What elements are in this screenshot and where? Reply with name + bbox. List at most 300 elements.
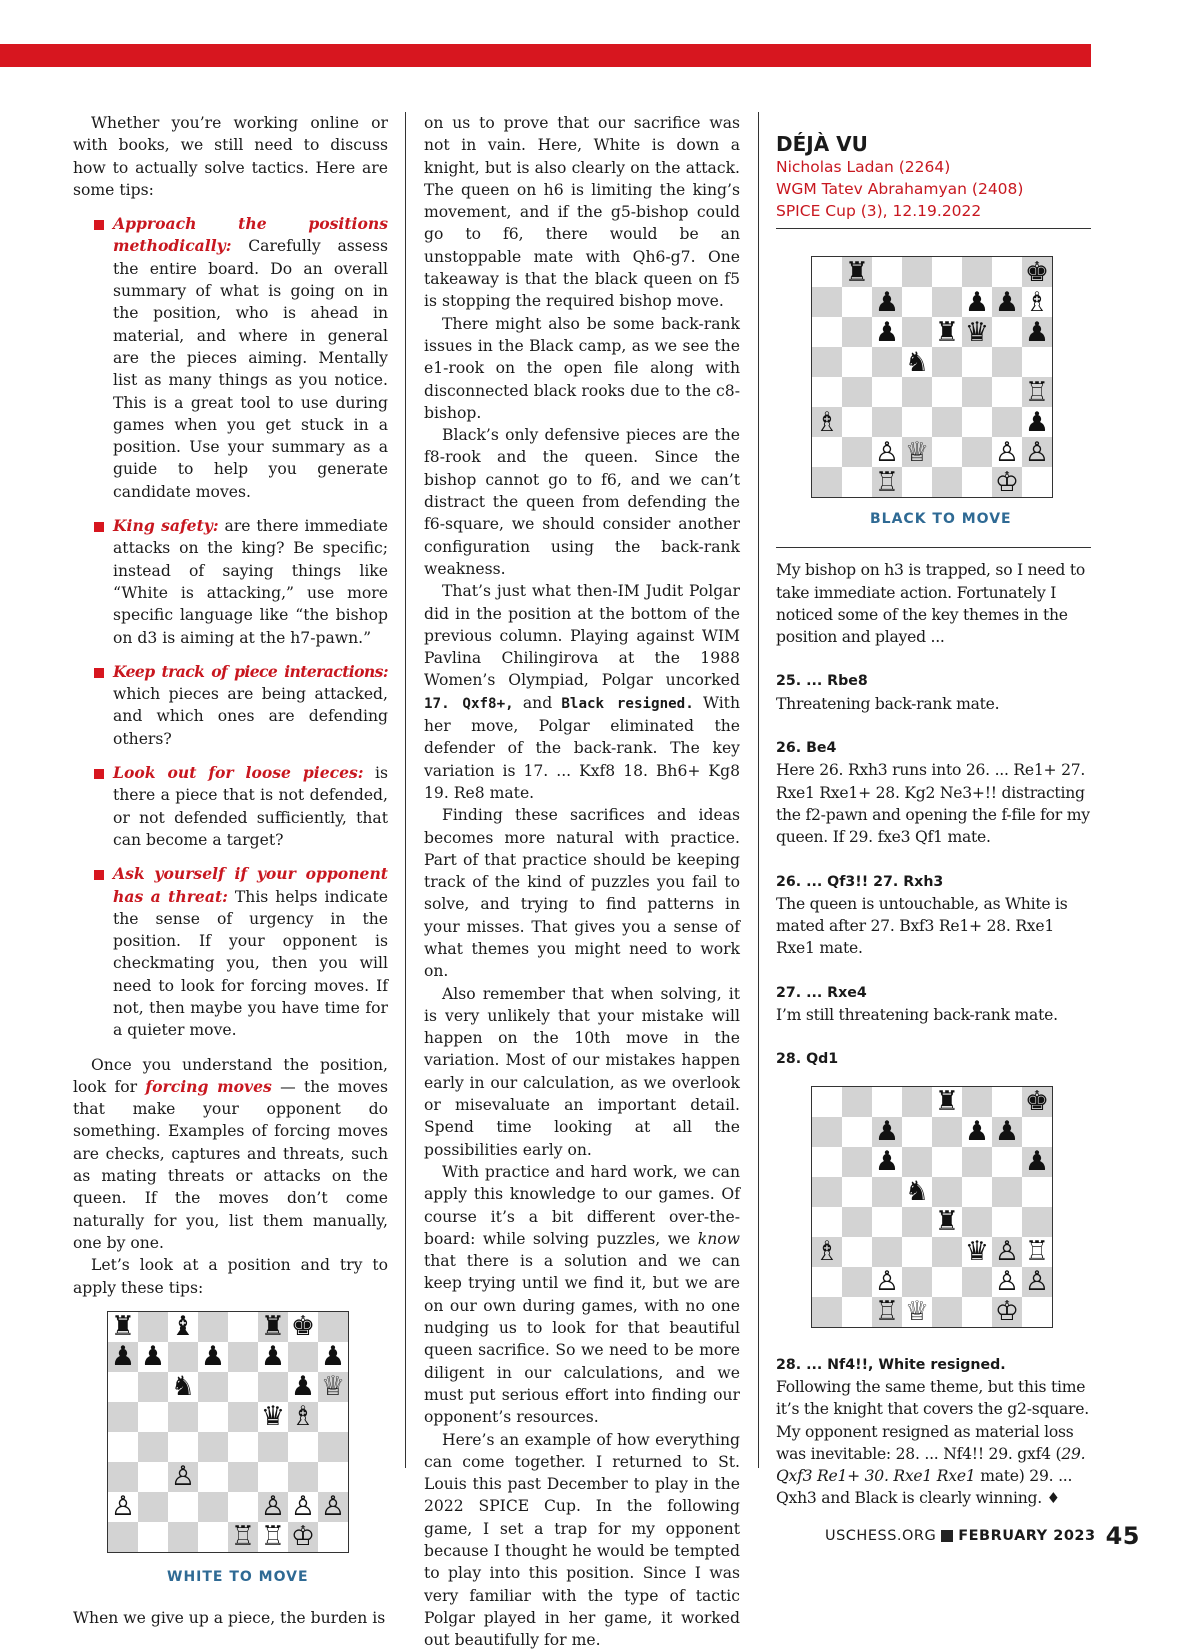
board-square [198, 1432, 228, 1462]
board-square [228, 1342, 258, 1372]
event-info: SPICE Cup (3), 12.19.2022 [776, 202, 982, 220]
board-square [872, 1117, 902, 1147]
column-2 [424, 112, 740, 1651]
board-square [288, 1432, 318, 1462]
board-square [1022, 1177, 1052, 1207]
move-heading: 26. Be4 [776, 740, 837, 757]
board-square [992, 1267, 1022, 1297]
move-heading: 25. ... Rbe8 [776, 673, 868, 690]
board-caption: BLACK TO MOVE [870, 511, 1012, 527]
board-square [842, 407, 872, 437]
white-rook-icon: ♖ [260, 1521, 286, 1553]
board-square [198, 1312, 228, 1342]
board-square [962, 1117, 992, 1147]
board-square [992, 347, 1022, 377]
text-run: and [513, 693, 562, 712]
board-square [842, 1237, 872, 1267]
paragraph: Threatening back-rank mate. [776, 694, 1000, 713]
board-square [842, 257, 872, 287]
board-square [1022, 407, 1052, 437]
board-square [1022, 1267, 1052, 1297]
board-square [932, 287, 962, 317]
white-pawn-icon: ♙ [874, 1266, 900, 1298]
board-square [842, 1177, 872, 1207]
black-pawn-icon: ♟ [1024, 406, 1050, 438]
move-heading: 28. Qd1 [776, 1051, 839, 1068]
board-square [1022, 437, 1052, 467]
white-rook-icon: ♖ [230, 1521, 256, 1553]
text-run: mate) 29. ... Qxh3 and Black is clearly winning. [776, 1467, 1073, 1508]
board-square [318, 1312, 348, 1342]
board-square [318, 1432, 348, 1462]
game-title: DÉJÀ VU [776, 132, 868, 156]
board-square [842, 1297, 872, 1327]
board-square [932, 467, 962, 497]
board-square [138, 1432, 168, 1462]
board-square [318, 1522, 348, 1552]
board-square [812, 467, 842, 497]
board-square [872, 437, 902, 467]
black-queen-icon: ♛ [260, 1401, 286, 1433]
tip-lead: Ask yourself if your opponent has a threat: [113, 864, 388, 906]
text-run: That’s just what then-IM Judit Polgar did in the position at the bottom of the previous column. Playing against WIM Pavlina Chilingirova at the 1988 Women’s Olympiad, Polgar uncorked [424, 582, 740, 690]
list-item [113, 863, 388, 1041]
result-text: Black resigned. [561, 695, 694, 712]
board-square [992, 317, 1022, 347]
board-square [962, 317, 992, 347]
board-square [168, 1342, 198, 1372]
board-square [962, 287, 992, 317]
board-square [932, 1267, 962, 1297]
board-square [812, 257, 842, 287]
black-pawn-icon: ♟ [874, 316, 900, 348]
white-rook-icon: ♖ [874, 1296, 900, 1328]
board-square [228, 1522, 258, 1552]
board-square [932, 1147, 962, 1177]
tip-text: which pieces are being attacked, and which ones are defending others? [113, 685, 388, 748]
tip-lead: King safety: [113, 516, 219, 536]
board-square [138, 1522, 168, 1552]
board-square [168, 1432, 198, 1462]
board-square [992, 257, 1022, 287]
board-square [318, 1492, 348, 1522]
black-rook-icon: ♜ [934, 316, 960, 348]
board-square [872, 287, 902, 317]
board-square [992, 1117, 1022, 1147]
board-square [1022, 287, 1052, 317]
board-square [108, 1492, 138, 1522]
board-square [842, 1267, 872, 1297]
board-square [138, 1372, 168, 1402]
board-square [902, 437, 932, 467]
emphasis: know [697, 1229, 740, 1248]
square-bullet-icon [941, 1530, 953, 1542]
board-square [902, 377, 932, 407]
board-square [932, 437, 962, 467]
board-square [258, 1522, 288, 1552]
board-square [962, 347, 992, 377]
board-square [258, 1372, 288, 1402]
list-item [113, 213, 388, 503]
board-square [108, 1402, 138, 1432]
white-queen-icon: ♕ [320, 1371, 346, 1403]
board-square [258, 1402, 288, 1432]
paragraph: My bishop on h3 is trapped, so I need to take immediate action. Fortunately I noticed some of the key themes in the position and played ... [776, 561, 1085, 647]
board-square [872, 1087, 902, 1117]
black-pawn-icon: ♟ [874, 286, 900, 318]
black-bishop-icon: ♝ [170, 1311, 196, 1343]
board-square [842, 1087, 872, 1117]
board-square [902, 1237, 932, 1267]
column-divider [405, 112, 406, 1468]
board-square [962, 1267, 992, 1297]
white-bishop-icon: ♗ [814, 1236, 840, 1268]
board-square [1022, 257, 1052, 287]
tip-text: is there a piece that is not defended, or not defended sufficiently, that can become a target? [113, 764, 388, 849]
board-square [902, 467, 932, 497]
tip-text: This helps indicate the sense of urgency in the position. If your opponent is checkmating you, then you will need to look for forcing moves. If not, then maybe you have time for a quieter move. [113, 887, 388, 1040]
board-square [288, 1492, 318, 1522]
white-rook-icon: ♖ [1024, 1236, 1050, 1268]
black-pawn-icon: ♟ [964, 286, 990, 318]
black-pawn-icon: ♟ [874, 1146, 900, 1178]
board-square [842, 1207, 872, 1237]
board-square [902, 257, 932, 287]
paragraph: Finding these sacrifices and ideas becomes more natural with practice. Part of that practice should be keeping track of the kind of puzzles you fail to solve, and trying to find patterns in your misses. That gives you a sense of what themes you might need to work on. [424, 806, 740, 981]
board-square [138, 1402, 168, 1432]
board-square [902, 1147, 932, 1177]
black-rook-icon: ♜ [260, 1311, 286, 1343]
board-square [168, 1462, 198, 1492]
board-square [932, 1297, 962, 1327]
board-square [812, 347, 842, 377]
board-square [1022, 377, 1052, 407]
tip-lead: Keep track of piece interactions: [113, 661, 388, 681]
board-square [318, 1372, 348, 1402]
board-square [962, 1147, 992, 1177]
board-square [288, 1372, 318, 1402]
board-square [872, 1147, 902, 1177]
board-square [872, 377, 902, 407]
white-pawn-icon: ♙ [170, 1461, 196, 1493]
board-square [932, 1237, 962, 1267]
board-square [812, 317, 842, 347]
board-square [962, 377, 992, 407]
board-square [258, 1312, 288, 1342]
board-square [932, 407, 962, 437]
board-square [1022, 1237, 1052, 1267]
board-square [812, 1087, 842, 1117]
black-player: WGM Tatev Abrahamyan (2408) [776, 180, 1024, 198]
polgar-paragraph [424, 580, 740, 804]
board-square [288, 1342, 318, 1372]
board-square [258, 1462, 288, 1492]
list-item [113, 661, 388, 750]
board-square [108, 1312, 138, 1342]
board-square [872, 347, 902, 377]
board-square [992, 407, 1022, 437]
intro-paragraph: Whether you’re working online or with books, we still need to discuss how to actually solve tactics. Here are some tips: [73, 114, 388, 199]
board-square [932, 1207, 962, 1237]
board-square [198, 1402, 228, 1432]
board-square [1022, 1087, 1052, 1117]
white-pawn-icon: ♙ [994, 1266, 1020, 1298]
text-run: that there is a solution and we can keep trying until we find it, but we are on our own during games, with no one nudging us to look for that beautiful queen sacrifice. So we need to be more diligent in our calculations, and we must put serious effort into finding our opponent’s resources. [424, 1252, 740, 1427]
board-square [138, 1312, 168, 1342]
board-square [258, 1342, 288, 1372]
board-square [812, 1177, 842, 1207]
paragraph: The queen is untouchable, as White is mated after 27. Bxf3 Re1+ 28. Rxe1 Rxe1 mate. [776, 894, 1068, 958]
board-square [992, 437, 1022, 467]
white-pawn-icon: ♙ [320, 1491, 346, 1523]
paragraph: I’m still threatening back-rank mate. [776, 1006, 1058, 1025]
white-bishop-icon: ♗ [814, 406, 840, 438]
board-square [932, 317, 962, 347]
board-square [318, 1342, 348, 1372]
board-square [932, 347, 962, 377]
board-square [168, 1372, 198, 1402]
board-square [228, 1402, 258, 1432]
board-square [168, 1312, 198, 1342]
black-pawn-icon: ♟ [260, 1341, 286, 1373]
white-pawn-icon: ♙ [110, 1491, 136, 1523]
chess-board-black-to-move [811, 256, 1053, 498]
black-knight-icon: ♞ [904, 346, 930, 378]
text-run: Following the same theme, but this time it’s the knight that covers the g2-square. My opponent resigned as material loss was inevitable: 28. ... Nf4!! 29. gxf4 ( [776, 1377, 1089, 1463]
paragraph: Here’s an example of how everything can come together. I returned to St. Louis this past December to play in the 2022 SPICE Cup. In the following game, I set a trap for my opponent because I thought he would be tempted to play into this position. Since I was very familiar with the type of tactic Polgar played in her game, it worked out beautifully for me. [424, 1430, 740, 1650]
board-square [962, 1177, 992, 1207]
divider [776, 547, 1091, 548]
forcing-moves-term: forcing moves [145, 1076, 272, 1096]
board-square [812, 1297, 842, 1327]
board-square [198, 1342, 228, 1372]
board-square [228, 1462, 258, 1492]
board-square [842, 1117, 872, 1147]
move-heading: 26. ... Qf3!! 27. Rxh3 [776, 873, 944, 890]
white-king-icon: ♔ [994, 1296, 1020, 1328]
board-square [872, 1207, 902, 1237]
white-king-icon: ♔ [994, 466, 1020, 498]
black-pawn-icon: ♟ [994, 286, 1020, 318]
board-square [992, 377, 1022, 407]
board-square [932, 1087, 962, 1117]
board-square [138, 1342, 168, 1372]
column-1 [73, 112, 388, 1629]
board-square [842, 377, 872, 407]
board-square [228, 1492, 258, 1522]
board-square [962, 1087, 992, 1117]
tip-text: Carefully assess the entire board. Do an overall summary of what is going on in the position, who is ahead in material, and where in general are the pieces aiming. Mentally list as many things as you notice. This is a great tool to use during games when you get stuck in a position. Use your summary as a guide to help you generate candidate moves. [113, 237, 388, 501]
board-square [138, 1492, 168, 1522]
board-square [812, 1117, 842, 1147]
board-square [992, 1087, 1022, 1117]
black-king-icon: ♚ [290, 1311, 316, 1343]
board-square [1022, 317, 1052, 347]
board-square [962, 467, 992, 497]
board-square [842, 317, 872, 347]
forcing-moves-paragraph [73, 1054, 388, 1255]
tips-list [73, 213, 388, 1041]
board-square [1022, 1297, 1052, 1327]
board-square [902, 1297, 932, 1327]
column-3-sidebar [776, 112, 1091, 1510]
white-bishop-icon: ♗ [290, 1401, 316, 1433]
move-notation: 17. Qxf8+, [424, 695, 514, 712]
chess-board-white-to-move [107, 1311, 349, 1553]
black-pawn-icon: ♟ [1024, 316, 1050, 348]
divider [776, 228, 1091, 229]
black-rook-icon: ♜ [934, 1086, 960, 1118]
white-queen-icon: ♕ [904, 1296, 930, 1328]
issue-date: FEBRUARY 2023 [958, 1528, 1096, 1544]
board-square [902, 347, 932, 377]
black-queen-icon: ♛ [964, 316, 990, 348]
board-square [108, 1522, 138, 1552]
black-king-icon: ♚ [1024, 256, 1050, 288]
board-square [902, 407, 932, 437]
paragraph: When we give up a piece, the burden is [73, 1609, 386, 1628]
board-square [872, 467, 902, 497]
board-square [812, 407, 842, 437]
board-square [902, 317, 932, 347]
board-square [932, 257, 962, 287]
board-square [872, 1297, 902, 1327]
board-square [962, 1237, 992, 1267]
board-square [842, 287, 872, 317]
board-square [902, 1087, 932, 1117]
tip-text: are there immediate attacks on the king? Be specific; instead of saying things like “White is attacking,” use more specific language like “the bishop on d3 is aiming at the h7-pawn.” [113, 517, 388, 647]
board-square [198, 1492, 228, 1522]
board-square [288, 1522, 318, 1552]
board-square [962, 1207, 992, 1237]
white-queen-icon: ♕ [904, 436, 930, 468]
page-footer [825, 1522, 1140, 1550]
board-square [872, 257, 902, 287]
board-square [932, 377, 962, 407]
black-pawn-icon: ♟ [140, 1341, 166, 1373]
board-square [962, 437, 992, 467]
board-square [318, 1462, 348, 1492]
white-pawn-icon: ♙ [874, 436, 900, 468]
board-square [1022, 347, 1052, 377]
chess-board-after-qd1 [811, 1086, 1053, 1328]
board-square [992, 1297, 1022, 1327]
white-pawn-icon: ♙ [1024, 1266, 1050, 1298]
site-name: USCHESS.ORG [824, 1528, 937, 1544]
tip-lead: Look out for loose pieces: [113, 763, 364, 783]
board-square [812, 437, 842, 467]
board-square [872, 1177, 902, 1207]
paragraph: on us to prove that our sacrifice was not in vain. Here, White is down a knight, but is also clearly on the attack. The queen on h6 is limiting the king’s movement, and if the g5-bishop could go to f6, there would be an unstoppable mate with Qh6-g7. One takeaway is that the black queen on f5 is stopping the required bishop move. [424, 114, 740, 311]
board-square [108, 1342, 138, 1372]
top-accent-bar [0, 44, 1091, 67]
board-square [258, 1432, 288, 1462]
white-pawn-icon: ♙ [994, 1236, 1020, 1268]
board-square [1022, 467, 1052, 497]
board-square [168, 1522, 198, 1552]
move-heading: 27. ... Rxe4 [776, 984, 867, 1001]
text-run: Once you understand the position, look for [73, 1055, 388, 1096]
board-square [198, 1372, 228, 1402]
board-caption: WHITE TO MOVE [167, 1568, 309, 1585]
white-pawn-icon: ♙ [260, 1491, 286, 1523]
board-square [932, 1177, 962, 1207]
black-pawn-icon: ♟ [200, 1341, 226, 1373]
board-square [168, 1492, 198, 1522]
white-rook-icon: ♖ [1024, 376, 1050, 408]
board-square [902, 1177, 932, 1207]
board-square [842, 437, 872, 467]
black-knight-icon: ♞ [904, 1176, 930, 1208]
black-queen-icon: ♛ [964, 1236, 990, 1268]
board-square [288, 1312, 318, 1342]
board-square [318, 1402, 348, 1432]
board-square [932, 1117, 962, 1147]
white-pawn-icon: ♙ [290, 1491, 316, 1523]
board-square [258, 1492, 288, 1522]
board-square [962, 407, 992, 437]
board-square [992, 1177, 1022, 1207]
black-pawn-icon: ♟ [110, 1341, 136, 1373]
board-square [198, 1522, 228, 1552]
board-square [872, 1267, 902, 1297]
board-square [1022, 1117, 1052, 1147]
board-square [108, 1372, 138, 1402]
black-pawn-icon: ♟ [320, 1341, 346, 1373]
column-divider [758, 112, 759, 1468]
board-square [842, 467, 872, 497]
paragraph: Here 26. Rxh3 runs into 26. ... Re1+ 27. Rxe1 Rxe1+ 28. Kg2 Ne3+!! distracting the f2-pawn and opening the f-file for my queen. If 29. fxe3 Qf1 mate. [776, 761, 1090, 847]
board-square [872, 407, 902, 437]
board-square [108, 1462, 138, 1492]
black-pawn-icon: ♟ [1024, 1146, 1050, 1178]
board-square [138, 1462, 168, 1492]
text-run: With practice and hard work, we can apply this knowledge to our games. Of course it’s a bit different over-the-board: while solving puzzles, we [424, 1162, 740, 1248]
board-square [902, 1207, 932, 1237]
paragraph: Black’s only defensive pieces are the f8-rook and the queen. Since the bishop cannot go to f6, and we can’t distract the queen from defending the f6-square, we should consider another configuration using the back-rank weakness. [424, 426, 740, 578]
list-item [113, 515, 388, 649]
black-rook-icon: ♜ [934, 1206, 960, 1238]
white-king-icon: ♔ [290, 1521, 316, 1553]
board-square [228, 1432, 258, 1462]
board-square [812, 1147, 842, 1177]
board-square [962, 1297, 992, 1327]
board-square [1022, 1147, 1052, 1177]
board-square [812, 377, 842, 407]
board-square [902, 287, 932, 317]
board-square [872, 317, 902, 347]
board-square [902, 1117, 932, 1147]
black-pawn-icon: ♟ [994, 1116, 1020, 1148]
move-heading: 28. ... Nf4!!, White resigned. [776, 1356, 1006, 1373]
board-square [992, 467, 1022, 497]
black-knight-icon: ♞ [170, 1371, 196, 1403]
board-square [842, 1147, 872, 1177]
board-square [992, 1147, 1022, 1177]
board-square [108, 1432, 138, 1462]
text-run: — the moves that make your opponent do something. Examples of forcing moves are checks, captures and threats, such as mating threats or attacks on the queen. If the moves don’t come naturally for you, list them manually, one by one. [73, 1077, 389, 1252]
board-square [812, 1267, 842, 1297]
page-number: 45 [1105, 1522, 1140, 1550]
paragraph: There might also be some back-rank issues in the Black camp, as we see the e1-rook on the open file along with disconnected black rooks due to the c8-bishop. [424, 314, 740, 422]
board-square [812, 1207, 842, 1237]
white-player: Nicholas Ladan (2264) [776, 158, 951, 176]
black-pawn-icon: ♟ [964, 1116, 990, 1148]
board-square [812, 287, 842, 317]
white-pawn-icon: ♙ [994, 436, 1020, 468]
white-rook-icon: ♖ [874, 466, 900, 498]
final-paragraph [776, 1376, 1091, 1510]
